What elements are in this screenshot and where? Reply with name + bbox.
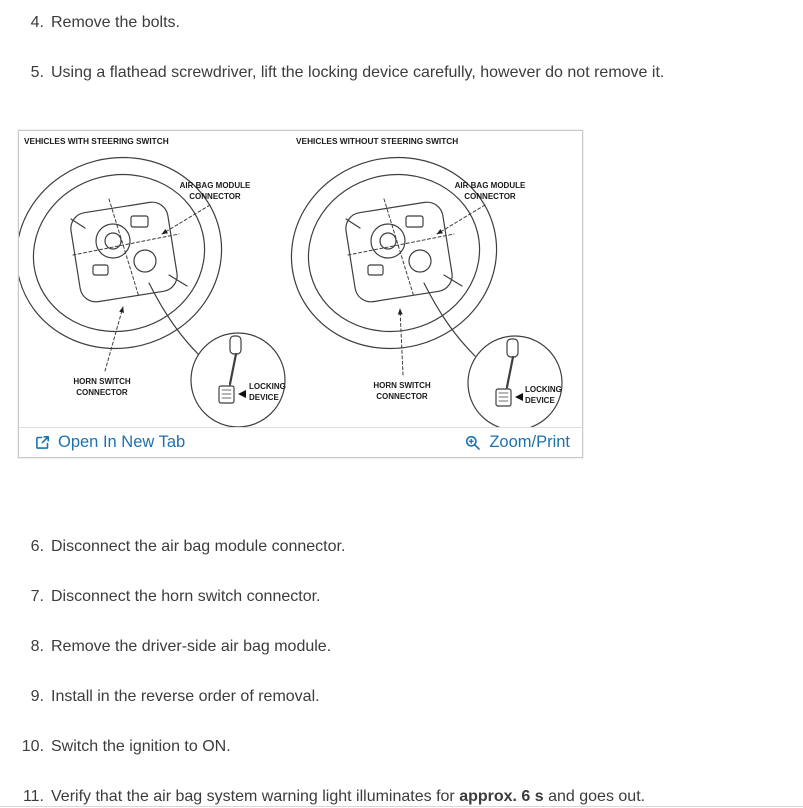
step-number: 11.	[22, 788, 44, 805]
horn-switch-connector-label: CONNECTOR	[376, 392, 428, 401]
step-number: 7.	[30, 588, 44, 605]
figure-toolbar	[19, 427, 582, 457]
instruction-step	[18, 636, 783, 658]
right-diagram-title: VEHICLES WITHOUT STEERING SWITCH	[296, 136, 459, 146]
step-number: 10.	[21, 738, 44, 755]
step-text: Disconnect the air bag module connector.	[51, 538, 346, 555]
horn-switch-connector-label: HORN SWITCH	[73, 377, 131, 386]
horn-switch-connector-label: CONNECTOR	[76, 388, 128, 397]
instruction-step	[18, 686, 783, 708]
steps-top	[18, 12, 783, 84]
airbag-module-connector-label: CONNECTOR	[189, 192, 241, 201]
open-in-new-tab-icon	[35, 435, 50, 450]
instruction-step	[18, 736, 783, 758]
locking-device-label: DEVICE	[525, 396, 555, 405]
step-text: Verify that the air bag system warning light illuminates for approx. 6 s and goes out.	[51, 788, 646, 805]
step-number: 8.	[30, 638, 44, 655]
instruction-step	[18, 12, 783, 34]
diagram-panel	[18, 130, 583, 458]
airbag-module-connector-label: CONNECTOR	[464, 192, 516, 201]
step-text: Using a flathead screwdriver, lift the locking device carefully, however do not remove it.	[51, 64, 665, 81]
step-text: Remove the bolts.	[51, 14, 180, 31]
locking-device-label: DEVICE	[249, 393, 279, 402]
instruction-step	[18, 536, 783, 558]
step-number: 4.	[30, 14, 44, 31]
zoom-icon	[465, 435, 481, 451]
steps-bottom	[18, 536, 783, 808]
step-text: Disconnect the horn switch connector.	[51, 588, 321, 605]
left-diagram-title: VEHICLES WITH STEERING SWITCH	[24, 136, 169, 146]
instruction-step	[18, 62, 783, 84]
open-in-new-tab-link[interactable]	[35, 433, 185, 452]
step-text: Install in the reverse order of removal.	[51, 688, 320, 705]
locking-device-label: LOCKING	[249, 382, 286, 391]
instruction-step	[18, 586, 783, 608]
locking-device-label: LOCKING	[525, 385, 562, 394]
instruction-step	[18, 786, 783, 808]
zoom-print-link[interactable]	[465, 433, 570, 452]
zoom-print-label: Zoom/Print	[489, 433, 570, 451]
airbag-module-connector-label: AIR BAG MODULE	[454, 181, 526, 190]
step-number: 5.	[30, 64, 44, 81]
step-text: Switch the ignition to ON.	[51, 738, 231, 755]
step-number: 6.	[30, 538, 44, 555]
section-divider	[0, 806, 803, 807]
horn-switch-connector-label: HORN SWITCH	[373, 381, 431, 390]
step-number: 9.	[30, 688, 44, 705]
steering-wheel-diagram-image	[19, 131, 582, 427]
step-text: Remove the driver-side air bag module.	[51, 638, 332, 655]
open-in-new-tab-label: Open In New Tab	[58, 433, 186, 451]
airbag-module-connector-label: AIR BAG MODULE	[179, 181, 251, 190]
